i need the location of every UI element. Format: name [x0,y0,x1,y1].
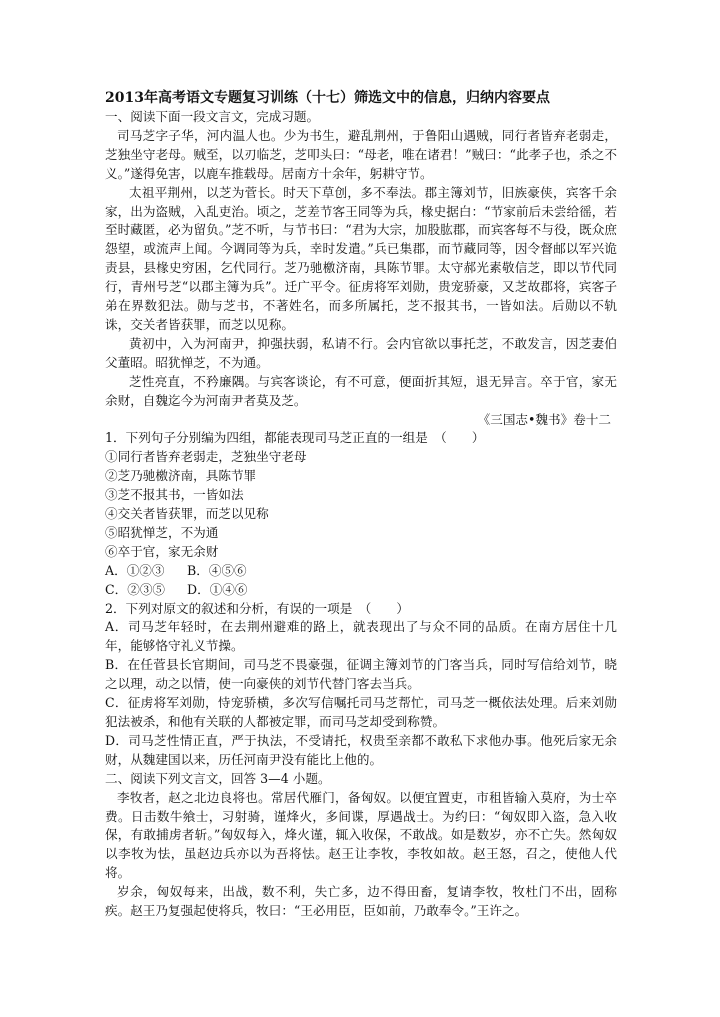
option-a: A．①②③ [105,562,165,578]
question-1-stem: 1．下列句子分别编为四组，都能表现司马芝正直的一组是 （ ） [105,430,485,446]
question-2-option-a: A．司马芝年轻时，在去荆州避难的路上，就表现出了与众不同的品质。在南方居住十几年，能够恪守礼义节操。 [105,619,617,654]
question-2-option-c: C．征虏将军刘勋，恃宠骄横，多次写信嘱托司马芝帮忙，司马芝一概依法处理。后来刘勋犯法被杀，和他有关联的人都被定罪，而司马芝却受到称赞。 [105,695,617,729]
document-title: 2013年高考语文专题复习训练（十七）筛选文中的信息，归纳内容要点 [105,90,550,106]
question-1-item: ④交关者皆获罪，而芝以见称 [105,506,269,522]
option-b: B．④⑤⑥ [187,562,247,578]
question-2-option-d: D．司马芝性情正直，严于执法，不受请托，权贵至亲都不敢私下求他办事。他死后家无余财，从魏建国以来，历任河南尹没有能比上他的。 [105,732,617,767]
option-d: D．①④⑥ [187,581,248,597]
question-1-item: ②芝乃驰檄济南，具陈节罪 [105,468,257,484]
passage-paragraph: 芝性亮直，不矜廉隅。与宾客谈论，有不可意，便面折其短，退无异言。卒于官，家无余财，自魏迄今为河南尹者莫及芝。 [105,373,617,408]
question-2-stem: 2．下列对原文的叙述和分析，有误的一项是 （ ） [105,600,409,616]
question-1-item: ⑤昭犹惮芝，不为通 [105,524,219,540]
question-1-item: ③芝不报其书，一皆如法 [105,487,244,503]
question-2-option-b: B．在任菅县长官期间，司马芝不畏豪强，征调主簿刘节的门客当兵，同时写信给刘节，晓之以理，动之以情，使一向豪侠的刘节代替门客去当兵。 [105,657,617,692]
option-c: C．②③⑤ [105,581,166,597]
passage-paragraph: 黄初中，入为河南尹，抑强扶弱，私请不行。会内官欲以事托芝，不敢发言，因芝妻伯父董昭。昭犹惮芝，不为通。 [105,335,617,370]
section1-heading: 一、阅读下面一段文言文，完成习题。 [105,109,320,124]
passage-paragraph: 太祖平荆州，以芝为菅长。时天下草创，多不奉法。郡主簿刘节，旧族豪侠，宾客千余家，出为盗贼，入乱吏治。顷之，芝差节客王同等为兵，椽史据白：“节家前后未尝给徭，若至时藏匿，必为留负。”芝不听，与节书曰：“君为大宗，加股肱郡，而宾客每不与役，既众庶怨望，或流声上闻。今调同等为兵，幸时发遣。”兵已集郡，而节藏同等，因令督邮以军兴诡责县，县椽史穷困，乞代同行。芝乃驰檄济南，具陈节罪。太守郝光素敬信芝，即以节代同行，青州号芝“以郡主簿为兵”。迁广平令。征虏将军刘勋，贵宠骄豪，又芝故郡将，宾客子弟在界数犯法。勋与芝书，不著姓名，而多所属托，芝不报其书，一皆如法。后勋以不轨诛，交关者皆获罪，而芝以见称。 [105,184,617,332]
passage-paragraph: 岁余，匈奴每来，出战，数不利，失亡多，边不得田畜，复请李牧，牧杜门不出，固称疾。赵王乃复强起使将兵，牧曰：“王必用臣，臣如前，乃敢奉令。”王许之。 [105,884,617,919]
question-1-item: ⑥卒于官，家无余财 [105,543,219,559]
passage-paragraph: 司马芝字子华，河内温人也。少为书生，避乱荆州，于鲁阳山遇贼，同行者皆弃老弱走，芝独坐守老母。贼至，以刃临芝，芝叩头曰：“母老，唯在诸君！”贼曰：“此孝子也，杀之不义。”遂得免害，以鹿车推载母。居南方十余年，躬耕守节。 [105,127,617,181]
document [105,88,617,921]
section2-heading: 二、阅读下列文言文，回答 3—4 小题。 [105,770,331,786]
question-1-options-row [105,581,617,600]
question-1-item: ①同行者皆弃老弱走，芝独坐守老母 [105,449,307,465]
question-1-options-row [105,562,617,581]
passage-source: 《三国志•魏书》卷十二 [477,411,611,427]
passage-paragraph: 李牧者，赵之北边良将也。常居代雁门，备匈奴。以便宜置吏，市租皆输入莫府，为士卒费。日击数牛飨士，习射骑，谨烽火，多间谍，厚遇战士。为约曰：“匈奴即入盗，急入收保，有敢捕虏者斩。”匈奴每入，烽火谨，辄入收保，不敢战。如是数岁，亦不亡失。然匈奴以李牧为怯，虽赵边兵亦以为吾将怯。赵王让李牧，李牧如故。赵王怒，召之，使他人代将。 [105,789,617,881]
